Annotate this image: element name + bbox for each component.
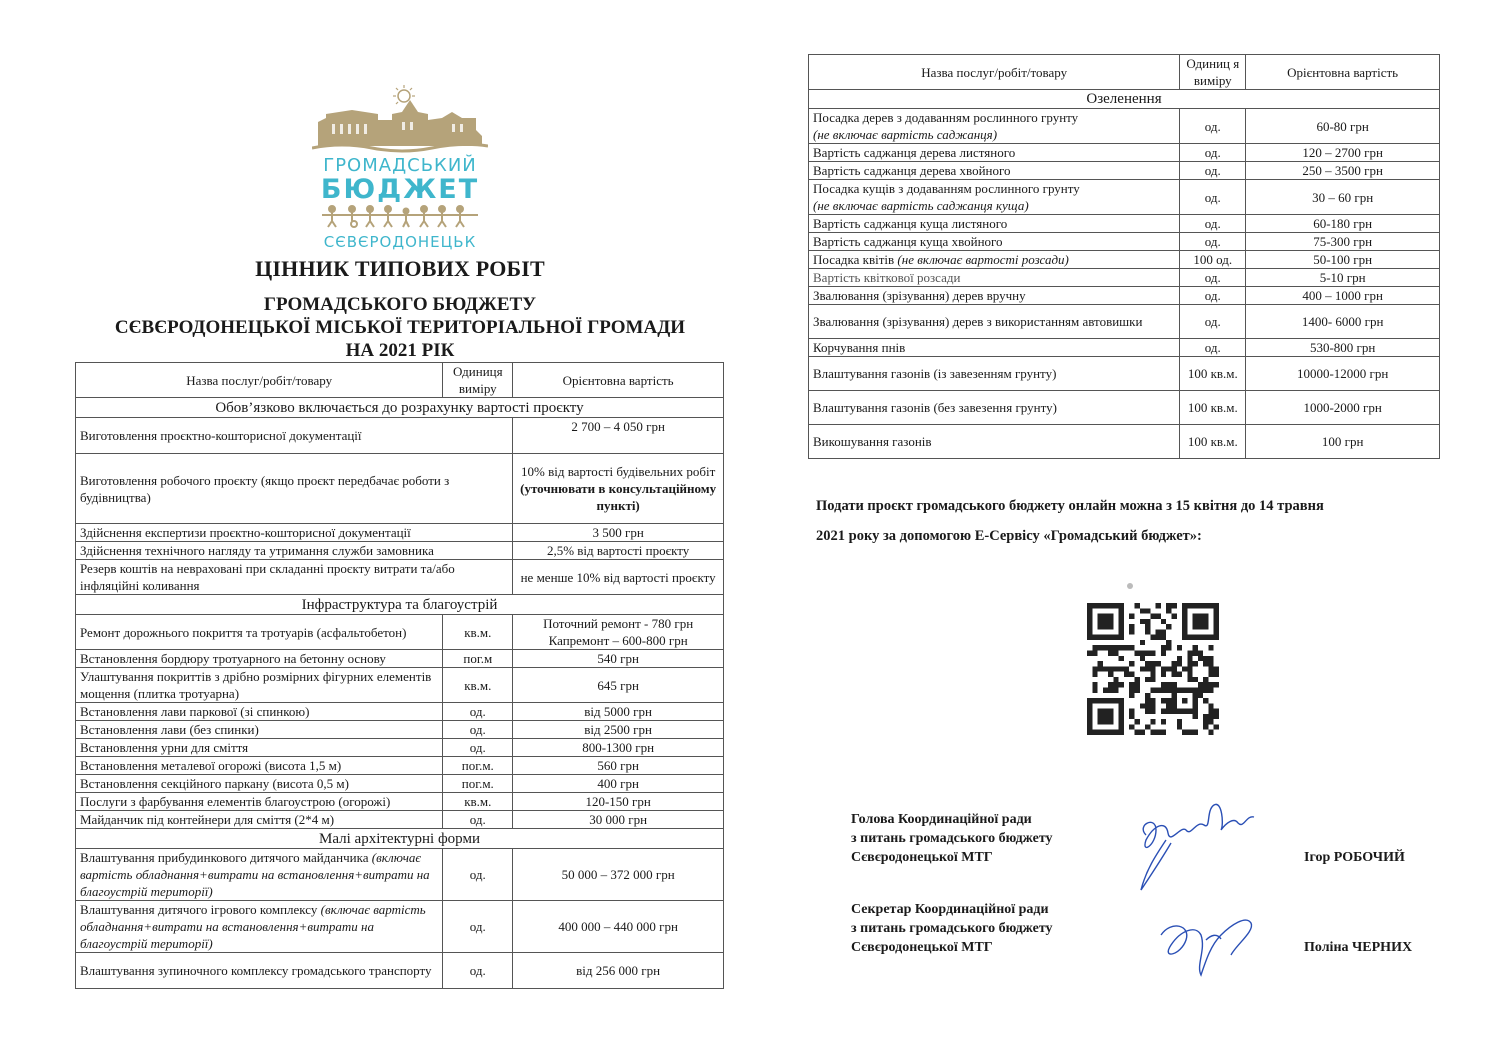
online-submission-note — [816, 491, 1446, 551]
item-note: (включає вартість обладнання+витрати на встановлення+витрати на благоустрій території) — [80, 902, 426, 951]
item-name: Влаштування прибудинкового дитячого майданчика — [80, 850, 369, 865]
cell-unit: 100 кв.м. — [1180, 425, 1246, 459]
logo-text-line3: СЄВЄРОДОНЕЦЬК — [323, 233, 477, 251]
signatory-role — [851, 900, 1111, 957]
cell-name: Встановлення урни для сміття — [76, 739, 443, 757]
cell-unit: од. — [1180, 180, 1246, 215]
item-name: Звалювання (зрізування) дерев вручну — [813, 288, 1026, 303]
item-name: Вартість саджанця куща листяного — [813, 216, 1008, 231]
cell-unit: кв.м. — [443, 615, 513, 650]
cell-unit: од. — [1180, 269, 1246, 287]
cell-price: 3 500 грн — [513, 524, 724, 542]
role-line: Сєвєродонецької МТГ — [851, 940, 993, 955]
cell-name: Встановлення лави (без спинки) — [76, 721, 443, 739]
cell-unit: 100 кв.м. — [1180, 357, 1246, 391]
cell-unit: од. — [1180, 109, 1246, 144]
cell-unit: кв.м. — [443, 793, 513, 811]
cell-name — [809, 357, 1180, 391]
cell-price: 530-800 грн — [1246, 339, 1440, 357]
item-name: Вартість саджанця куща хвойного — [813, 234, 1003, 249]
cell-name — [809, 391, 1180, 425]
role-line: з питань громадського бюджету — [851, 831, 1053, 846]
cell-unit: 100 кв.м. — [1180, 391, 1246, 425]
cell-price: 2,5% від вартості проєкту — [513, 542, 724, 560]
cell-name — [809, 233, 1180, 251]
section-title: Малі архітектурні форми — [76, 829, 724, 849]
item-name: Посадка кущів з додаванням рослинного грунту — [813, 181, 1080, 196]
table-row — [809, 233, 1440, 251]
cell-name: Встановлення секційного паркану (висота 0,5 м) — [76, 775, 443, 793]
table-row — [809, 287, 1440, 305]
cell-name — [76, 901, 443, 953]
cell-unit: од. — [1180, 162, 1246, 180]
header-name: Назва послуг/робіт/товару — [809, 55, 1180, 90]
cell-unit: од. — [443, 953, 513, 989]
cell-unit: од. — [1180, 233, 1246, 251]
price-text: Поточний ремонт - 780 грн — [543, 616, 694, 631]
cell-name: Встановлення металевої огорожі (висота 1,5 м) — [76, 757, 443, 775]
table-row — [809, 109, 1440, 144]
item-name: Влаштування газонів (без завезення грунту) — [813, 400, 1057, 415]
role-line: з питань громадського бюджету — [851, 921, 1053, 936]
subtitle-line2: СЄВЄРОДОНЕЦЬКОЇ МІСЬКОЇ ТЕРИТОРІАЛЬНОЇ ГРОМАДИ — [114, 317, 686, 338]
cell-name — [809, 215, 1180, 233]
cell-name: Здійснення технічного нагляду та утримання служби замовника — [76, 542, 513, 560]
cell-unit: од. — [1180, 287, 1246, 305]
table-row — [76, 668, 724, 703]
cell-price: 100 грн — [1246, 425, 1440, 459]
cell-price: 120 – 2700 грн — [1246, 144, 1440, 162]
item-name: Вартість квіткової розсади — [813, 270, 961, 285]
cell-price: 540 грн — [513, 650, 724, 668]
table-row — [76, 953, 724, 989]
table-header-row — [76, 363, 724, 398]
table-row — [809, 425, 1440, 459]
cell-price: 645 грн — [513, 668, 724, 703]
cell-price: 60-180 грн — [1246, 215, 1440, 233]
cell-name: Резерв коштів на невраховані при складанні проєкту витрати та/або інфляційні коливання — [76, 560, 513, 595]
table-row — [76, 560, 724, 595]
role-line: Голова Координаційної ради — [851, 812, 1032, 827]
cell-unit: од. — [1180, 305, 1246, 339]
section-title: Обов’язково включається до розрахунку вартості проєкту — [76, 398, 724, 418]
scan-dot — [1127, 583, 1133, 589]
table-row — [809, 251, 1440, 269]
cell-price — [513, 454, 724, 524]
cell-price: 800-1300 грн — [513, 739, 724, 757]
section-row — [76, 829, 724, 849]
online-note-line1: Подати проєкт громадського бюджету онлайн можна з 15 квітня до 14 травня — [816, 498, 1324, 514]
cell-name: Виготовлення робочого проєкту (якщо проєкт передбачає роботи з будівництва) — [76, 454, 513, 524]
table-row — [809, 215, 1440, 233]
item-note: (включає вартість обладнання+витрати на встановлення+витрати на благоустрій території) — [80, 850, 430, 899]
table-row — [76, 418, 724, 454]
table-row — [76, 542, 724, 560]
table-row — [76, 901, 724, 953]
section-row — [809, 90, 1440, 109]
city-skyline-icon — [312, 84, 488, 154]
cell-price: 400 – 1000 грн — [1246, 287, 1440, 305]
table-row — [76, 721, 724, 739]
cell-price: 5-10 грн — [1246, 269, 1440, 287]
table-row — [76, 793, 724, 811]
logo-text-line2: БЮДЖЕТ — [320, 174, 480, 205]
cell-name — [809, 425, 1180, 459]
subtitle-line3: НА 2021 РІК — [345, 340, 455, 361]
cell-unit: пог.м. — [443, 757, 513, 775]
cell-unit: од. — [1180, 144, 1246, 162]
signatory-name: Ігор РОБОЧИЙ — [1304, 850, 1405, 865]
cell-unit: од. — [443, 901, 513, 953]
document-subtitle — [75, 293, 725, 362]
section-row — [76, 595, 724, 615]
cell-name — [809, 180, 1180, 215]
signatory-name: Поліна ЧЕРНИХ — [1304, 940, 1413, 955]
item-name: Посадка дерев з додаванням рослинного грунту — [813, 110, 1079, 125]
cell-unit: од. — [443, 739, 513, 757]
table-row — [809, 269, 1440, 287]
cell-price — [513, 615, 724, 650]
table-row — [809, 180, 1440, 215]
cell-price: 400 грн — [513, 775, 724, 793]
table-row — [809, 144, 1440, 162]
cell-price: 30 000 грн — [513, 811, 724, 829]
section-title: Озеленення — [809, 90, 1440, 109]
logo-text-line1: ГРОМАДСЬКИЙ — [323, 155, 477, 176]
cell-name — [809, 287, 1180, 305]
table-row — [76, 757, 724, 775]
signatory-role — [851, 810, 1111, 867]
item-name: Посадка квітів — [813, 252, 895, 267]
table-row — [76, 524, 724, 542]
table-row — [76, 615, 724, 650]
cell-price: 60-80 грн — [1246, 109, 1440, 144]
item-name: Влаштування дитячого ігрового комплексу — [80, 902, 318, 917]
price-text-2: Капремонт – 600-800 грн — [548, 633, 688, 648]
cell-unit: од. — [1180, 339, 1246, 357]
qr-code-icon[interactable] — [1087, 603, 1219, 735]
table-row — [809, 357, 1440, 391]
people-figures-icon — [312, 204, 488, 228]
cell-unit: од. — [443, 703, 513, 721]
cell-name: Послуги з фарбування елементів благоустрою (огорожі) — [76, 793, 443, 811]
table-row — [76, 703, 724, 721]
cell-price: 400 000 – 440 000 грн — [513, 901, 724, 953]
online-note-line2: 2021 року за допомогою Е-Сервісу «Громадський бюджет»: — [816, 528, 1202, 544]
header-price: Орієнтовна вартість — [513, 363, 724, 398]
price-table-left — [75, 362, 724, 989]
item-name: Влаштування газонів (із завезенням грунту) — [813, 366, 1057, 381]
community-budget-logo — [312, 84, 488, 251]
table-row — [76, 454, 724, 524]
cell-price: 120-150 грн — [513, 793, 724, 811]
cell-name: Ремонт дорожнього покриття та тротуарів (асфальтобетон) — [76, 615, 443, 650]
cell-unit: од. — [443, 811, 513, 829]
header-unit: Одиниця виміру — [443, 363, 513, 398]
cell-name — [809, 339, 1180, 357]
handwritten-signature-icon — [1126, 795, 1276, 895]
cell-price: 50-100 грн — [1246, 251, 1440, 269]
cell-price: від 2500 грн — [513, 721, 724, 739]
cell-price: 560 грн — [513, 757, 724, 775]
cell-name — [809, 109, 1180, 144]
cell-name: Встановлення бордюру тротуарного на бетонну основу — [76, 650, 443, 668]
cell-name — [76, 849, 443, 901]
cell-price: від 5000 грн — [513, 703, 724, 721]
cell-price: від 256 000 грн — [513, 953, 724, 989]
cell-price: 1000-2000 грн — [1246, 391, 1440, 425]
table-row — [76, 739, 724, 757]
cell-unit: пог.м — [443, 650, 513, 668]
item-name: Вартість саджанця дерева хвойного — [813, 163, 1011, 178]
cell-unit: од. — [443, 721, 513, 739]
price-table-right — [808, 54, 1440, 459]
handwritten-signature-icon — [1151, 905, 1281, 985]
cell-name — [809, 162, 1180, 180]
table-header-row — [809, 55, 1440, 90]
table-row — [809, 162, 1440, 180]
table-row — [76, 775, 724, 793]
cell-name — [809, 144, 1180, 162]
subtitle-line1: ГРОМАДСЬКОГО БЮДЖЕТУ — [263, 294, 537, 315]
role-line: Сєвєродонецької МТГ — [851, 850, 993, 865]
table-row — [76, 811, 724, 829]
cell-name: Здійснення експертизи проєктно-кошторисної документації — [76, 524, 513, 542]
role-line: Секретар Координаційної ради — [851, 902, 1049, 917]
table-row — [809, 339, 1440, 357]
cell-price: 10000-12000 грн — [1246, 357, 1440, 391]
cell-unit: од. — [1180, 215, 1246, 233]
item-name: Звалювання (зрізування) дерев з використанням автовишки — [813, 314, 1143, 329]
item-note: (не включає вартість саджанця) — [813, 127, 998, 142]
table-row — [76, 650, 724, 668]
right-page — [750, 0, 1500, 1061]
cell-unit: кв.м. — [443, 668, 513, 703]
cell-unit: 100 од. — [1180, 251, 1246, 269]
item-name: Викошування газонів — [813, 434, 932, 449]
cell-price: 250 – 3500 грн — [1246, 162, 1440, 180]
header-price: Орієнтовна вартість — [1246, 55, 1440, 90]
table-row — [809, 391, 1440, 425]
cell-price: 50 000 – 372 000 грн — [513, 849, 724, 901]
cell-price: 30 – 60 грн — [1246, 180, 1440, 215]
section-row — [76, 398, 724, 418]
cell-price: 75-300 грн — [1246, 233, 1440, 251]
cell-price: 2 700 – 4 050 грн — [513, 418, 724, 454]
header-name: Назва послуг/робіт/товару — [76, 363, 443, 398]
item-name: Корчування пнів — [813, 340, 906, 355]
price-note: (уточнювати в консультаційному пункті) — [520, 481, 717, 513]
item-note: (не включає вартість саджанця куща) — [813, 198, 1029, 213]
price-text: 10% від вартості будівельних робіт — [521, 464, 716, 479]
cell-name: Улаштування покриттів з дрібно розмірних фігурних елементів мощення (плитка тротуарна) — [76, 668, 443, 703]
section-title: Інфраструктура та благоустрій — [76, 595, 724, 615]
cell-name — [809, 251, 1180, 269]
cell-unit: од. — [443, 849, 513, 901]
cell-name: Встановлення лави паркової (зі спинкою) — [76, 703, 443, 721]
cell-price: не менше 10% від вартості проєкту — [513, 560, 724, 595]
item-note: (не включає вартості розсади) — [897, 252, 1069, 267]
cell-price: 1400- 6000 грн — [1246, 305, 1440, 339]
table-row — [809, 305, 1440, 339]
cell-name: Виготовлення проєктно-кошторисної документації — [76, 418, 513, 454]
cell-unit: пог.м. — [443, 775, 513, 793]
cell-name — [809, 305, 1180, 339]
header-unit: Одиниц я виміру — [1180, 55, 1246, 90]
document-title: ЦІННИК ТИПОВИХ РОБІТ — [255, 256, 545, 281]
cell-name: Влаштування зупиночного комплексу громадського транспорту — [76, 953, 443, 989]
cell-name: Майданчик під контейнери для сміття (2*4 м) — [76, 811, 443, 829]
cell-name — [809, 269, 1180, 287]
table-row — [76, 849, 724, 901]
item-name: Вартість саджанця дерева листяного — [813, 145, 1016, 160]
